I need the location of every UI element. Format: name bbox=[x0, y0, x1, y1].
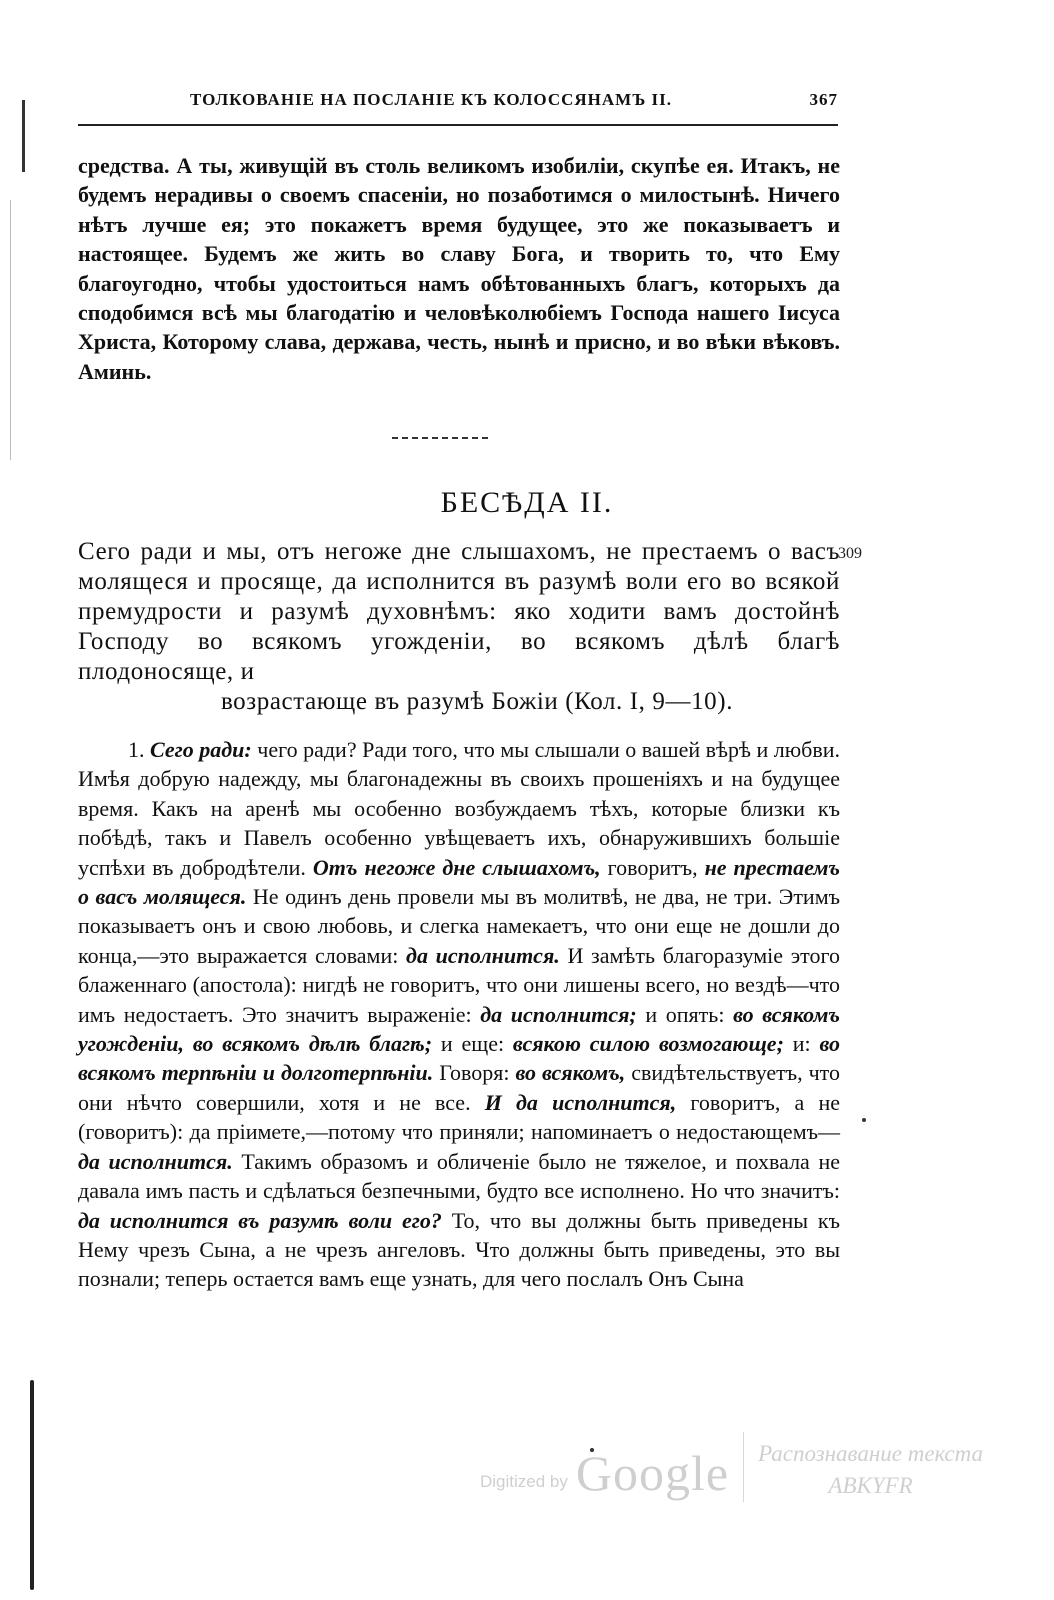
margin-line bbox=[10, 200, 11, 460]
scripture-quote: во всякомъ угожденіи, во всякомъ дѣлѣ благѣ; bbox=[78, 1001, 840, 1057]
scripture-quote: не престаемъ о васъ молящеся. bbox=[78, 854, 840, 910]
paragraph-continuation: средства. А ты, живущій въ столь великомъ изобиліи, скупѣе ея. Итакъ, не будемъ нерадивы о своемъ спасеніи, но позаботимся о милостынѣ. Ничего нѣтъ лучше ея; это покажетъ время будущее, это же показываетъ и настоящее. Будемъ же жить во славу Бога, и творить то, что Ему благоугодно, чтобы удостоиться намъ обѣтованныхъ благъ, которыхъ да сподобимся всѣ мы благодатію и человѣколюбіемъ Господа нашего Іисуса Христа, Которому слава, держава, честь, нынѣ и присно, и во вѣки вѣковъ. Аминь. bbox=[78, 153, 840, 384]
running-title: ТОЛКОВАНІЕ НА ПОСЛАНІЕ КЪ КОЛОССЯНАМЪ II. bbox=[190, 90, 672, 109]
running-head bbox=[78, 90, 838, 110]
speck bbox=[862, 1118, 866, 1122]
section-separator bbox=[392, 437, 488, 439]
google-logo: Google bbox=[575, 1445, 730, 1501]
scripture-quote: И да исполнится, bbox=[484, 1089, 677, 1115]
epigraph bbox=[78, 537, 840, 717]
epigraph-main: Сего ради и мы, отъ негоже дне слышахомъ, не престаемъ о васъ молящеся и просяще, да исполнится въ разумѣ воли его во всякой премудрости и разумѣ духовнѣмъ: яко ходити вамъ достойнѣ Господу во всякомъ угожденіи, во всякомъ дѣлѣ благѣ плодоносяще, и bbox=[78, 538, 840, 685]
scripture-quote: во всякомъ терпѣніи и долготерпѣніи. bbox=[78, 1031, 841, 1086]
watermark-divider bbox=[743, 1432, 744, 1502]
scripture-quote: Отъ негоже дне слышахомъ, bbox=[312, 854, 601, 880]
watermark-ocr: Распознавание текста ABKYFR bbox=[758, 1441, 984, 1498]
scripture-quote: всякою силою возмогающе; bbox=[512, 1031, 784, 1057]
watermark-digitized: Digitized by bbox=[480, 1472, 568, 1491]
section-heading: БЕСѢДА II. bbox=[440, 486, 614, 519]
scripture-quote: во всякомъ, bbox=[515, 1060, 626, 1086]
margin-bracket-bottom bbox=[30, 1380, 34, 1590]
scripture-quote: да исполнится въ разумѣ воли его? bbox=[78, 1207, 442, 1233]
margin-bracket-top bbox=[22, 100, 25, 172]
body-paragraph: 1. Сего ради: чего ради? Ради того, что мы слышали о вашей вѣрѣ и любви. Имѣя добрую надежду, мы благонадежны въ своихъ прошеніяхъ и на будущее время. Какъ на аренѣ мы особенно возбуждаемъ тѣхъ, которые близки къ побѣдѣ, такъ и Павелъ особенно увѣщеваетъ ихъ, обнаружившихъ большіе успѣхи въ добродѣтели. Отъ негоже дне слышахомъ, говоритъ, не престаемъ о васъ молящеся. Не одинъ день провели мы въ молитвѣ, не два, не три. Этимъ показываетъ онъ и свою любовь, и слегка намекаетъ, что они еще не дошли до конца,—это выражается словами: да исполнится. И замѣть благоразуміе этого блаженнаго (апостола): нигдѣ не говоритъ, что они лишены всего, но вездѣ—что имъ недостаетъ. Это значитъ выраженіе: да исполнится; и опять: во всякомъ угожденіи, во всякомъ дѣлѣ благѣ; и еще: всякою силою возмогающе; и: во всякомъ терпѣніи и долготерпѣніи. Говоря: во всякомъ, свидѣтельствуетъ, что они нѣчто совершили, хотя и не все. И да исполнится, говоритъ, а не (говоритъ): да пріиметe,—потому что приняли; напоминаетъ о недостающемъ—да исполнится. Такимъ образомъ и обличеніе было не тяжелое, и похвала не давала имъ пасть и сдѣлаться безпечными, будто все исполнено. Но что значитъ: да исполнится въ разумѣ воли его? То, что вы должны быть приведены къ Нему чрезъ Сына, а не чрезъ ангеловъ. Что должны быть приведены, это вы познали; теперь остается вамъ еще узнать, для чего послалъ Онъ Сына bbox=[78, 737, 841, 1292]
header-rule bbox=[78, 124, 838, 126]
scripture-quote: да исполнится. bbox=[78, 1148, 233, 1174]
digitization-watermark bbox=[480, 1432, 983, 1502]
epigraph-last-line: возрастающе въ разумѣ Божіи (Кол. I, 9—10). bbox=[220, 688, 734, 715]
scripture-quote: да исполнится; bbox=[480, 1001, 637, 1027]
margin-number: 309 bbox=[838, 545, 862, 562]
scripture-quote: да исполнится. bbox=[406, 942, 560, 968]
scripture-quote: Сего ради: bbox=[150, 737, 252, 762]
page-number: 367 bbox=[809, 90, 838, 109]
